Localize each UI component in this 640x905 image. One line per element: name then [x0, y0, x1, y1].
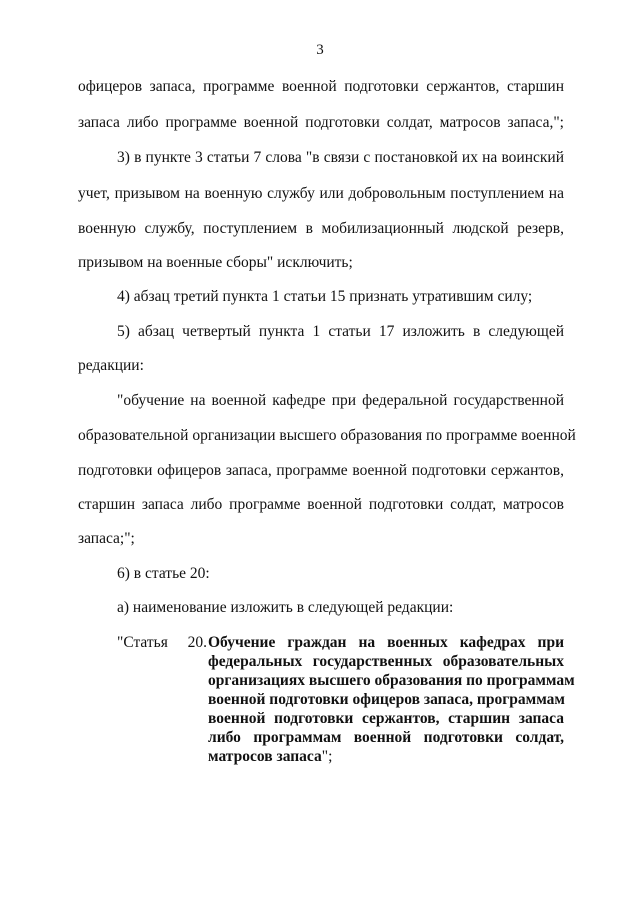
- text-line: офицеров запаса, программе военной подготовки сержантов, старшин: [78, 78, 564, 95]
- text-line: военную службу, поступлением в мобилизационный людской резерв,: [78, 220, 564, 237]
- text-line: старшин запаса либо программе военной подготовки солдат, матросов: [78, 496, 564, 513]
- text-line: подготовки офицеров запаса, программе военной подготовки сержантов,: [78, 462, 564, 479]
- article-title-end: матросов запаса: [208, 748, 322, 765]
- text-line: а) наименование изложить в следующей редакции:: [117, 599, 454, 616]
- article-title-line: организациях высшего образования по программам: [208, 672, 575, 689]
- article-label: "Статья 20.: [117, 634, 207, 651]
- text-line: учет, призывом на военную службу или добровольным поступлением на: [78, 185, 564, 202]
- text-line: образовательной организации высшего образования по программе военной: [78, 427, 576, 444]
- text-line: 3) в пункте 3 статьи 7 слова "в связи с постановкой их на воинский: [117, 149, 564, 166]
- text-line: 4) абзац третий пункта 1 статьи 15 признать утратившим силу;: [117, 288, 533, 305]
- text-line: призывом на военные сборы" исключить;: [78, 254, 353, 271]
- text-line: запаса либо программе военной подготовки солдат, матросов запаса,";: [78, 114, 564, 131]
- article-closing-quote: ";: [321, 748, 333, 765]
- text-line: 5) абзац четвертый пункта 1 статьи 17 изложить в следующей: [117, 323, 564, 340]
- article-title-line: либо программам военной подготовки солдат,: [208, 729, 564, 746]
- article-title-line: военной подготовки сержантов, старшин запаса: [208, 710, 564, 727]
- text-line: запаса;";: [78, 530, 135, 547]
- article-title-line: Обучение граждан на военных кафедрах при: [208, 634, 564, 651]
- text-line: 6) в статье 20:: [117, 565, 210, 582]
- page-number: 3: [316, 42, 324, 58]
- article-title-last-line: [208, 748, 564, 766]
- text-line: редакции:: [78, 357, 144, 374]
- article-title-line: федеральных государственных образовательных: [208, 653, 564, 670]
- article-title-line: военной подготовки офицеров запаса, программам: [208, 691, 565, 708]
- text-line: "обучение на военной кафедре при федеральной государственной: [117, 392, 564, 409]
